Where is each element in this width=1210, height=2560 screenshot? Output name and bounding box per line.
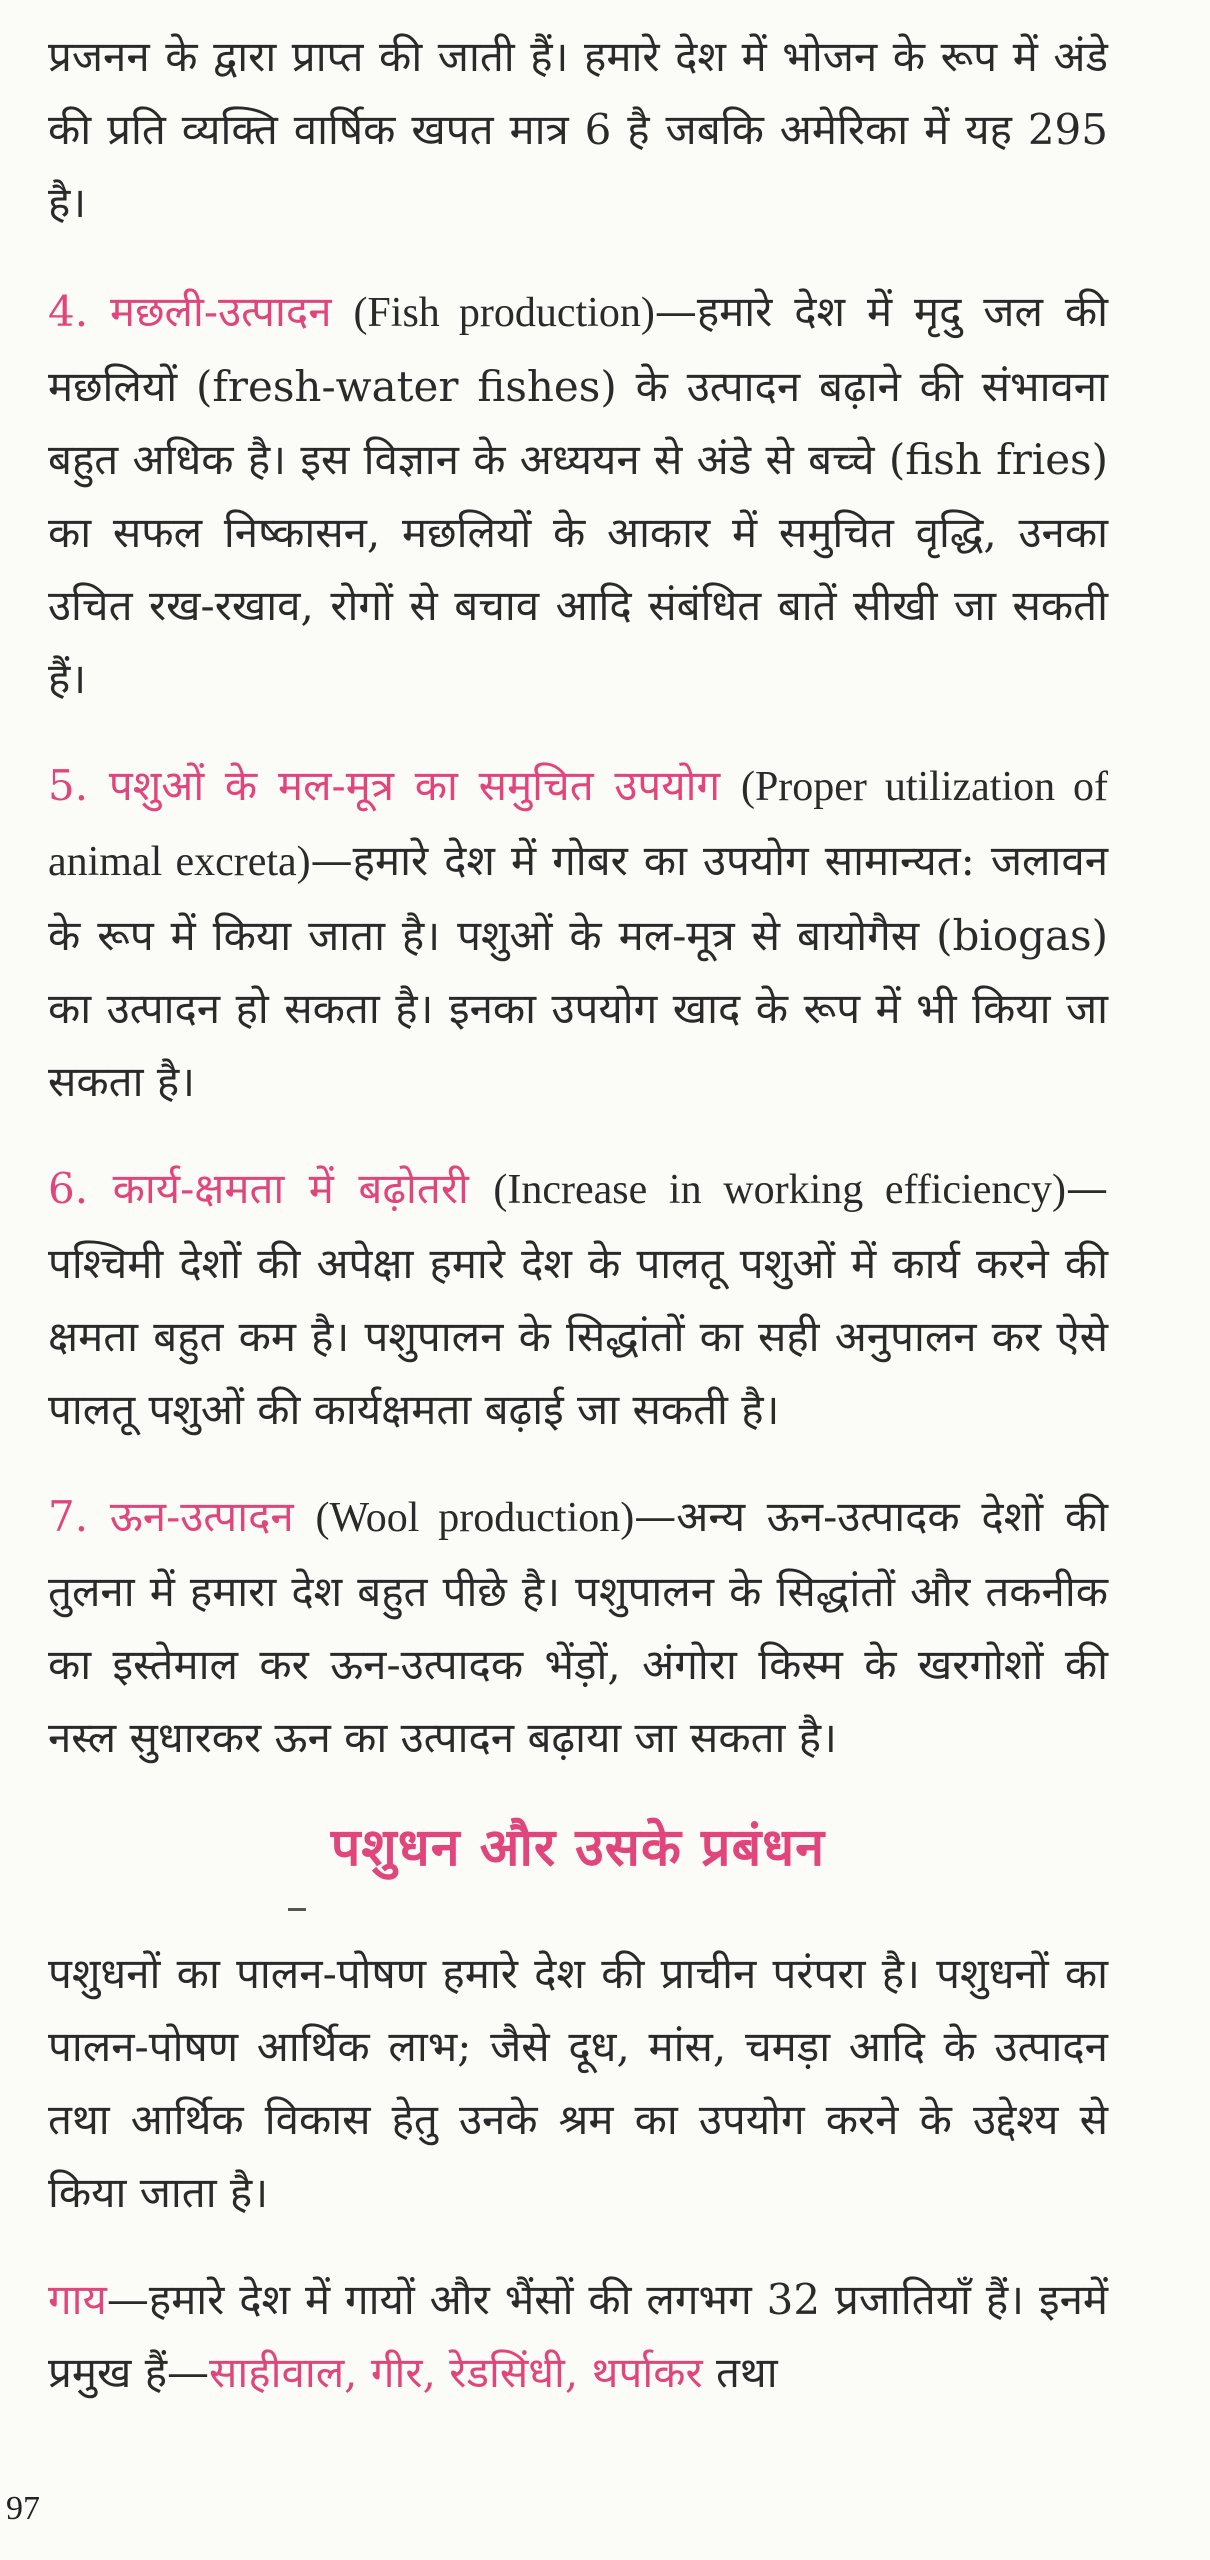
item-title: मछली-उत्पादन [109,287,332,336]
item-english: (Fish production) [353,290,655,336]
item-english: (Increase in working efficiency) [493,1167,1066,1213]
item-number: 4. [48,287,89,336]
livestock-text: पशुधनों का पालन-पोषण हमारे देश की प्राचीन परंपरा है। पशुधनों का पालन-पोषण आर्थिक लाभ; जैसे दूध, मांस, चमड़ा आदि के उत्पादन तथा आर्थिक विकास हेतु उनके श्रम का उपयोग करने के उद्देश्य से किया जाता है। [48,1949,1108,2217]
item-fish-production [48,275,1108,715]
item-body: —हमारे देश में मृदु जल की मछलियों (fresh-water fishes) के उत्पादन बढ़ाने की संभावना बहुत अधिक है। इस विज्ञान के अध्ययन से अंडे से बच्चे (fish fries) का सफल निष्कासन, मछलियों के आकार में समुचित वृद्धि, उनका उचित रख-रखाव, रोगों से बचाव आदि संबंधित बातें सीखी जा सकती हैं। [48,287,1108,703]
livestock-paragraph [48,1937,1108,2229]
item-title: पशुओं के मल-मूत्र का समुचित उपयोग [108,761,721,810]
item-body: —हमारे देश में गोबर का उपयोग सामान्यत: जलावन के रूप में किया जाता है। पशुओं के मल-मूत्र से बायोगैस (biogas) का उत्पादन हो सकता है। इनका उपयोग खाद के रूप में भी किया जा सकता है। [48,836,1109,1106]
cow-breeds: साहीवाल, गीर, रेडसिंधी, थर्पाकर [209,2348,703,2397]
cow-text-end: तथा [702,2348,778,2397]
item-number: 6. [48,1164,89,1213]
page-content [48,20,1108,2443]
item-wool-production [48,1480,1108,1774]
item-working-efficiency [48,1152,1108,1446]
section-heading: पशुधन और उसके प्रबंधन [330,1817,826,1878]
cow-text: —हमारे देश में गायों और भैंसों की लगभग 32 प्रजातियाँ हैं। इनमें प्रमुख हैं— [48,2275,1108,2397]
intro-paragraph [48,20,1108,239]
cow-paragraph [48,2263,1108,2409]
item-english: (Proper utilization of animal excreta) [48,764,1109,885]
item-title: कार्य-क्षमता में बढ़ोतरी [112,1164,469,1213]
item-body: —अन्य ऊन-उत्पादक देशों की तुलना में हमारा देश बहुत पीछे है। पशुपालन के सिद्धांतों और तकनीक का इस्तेमाल कर ऊन-उत्पादक भेंड़ों, अंगोरा किस्म के खरगोशों की नस्ल सुधारकर ऊन का उत्पादन बढ़ाया जा सकता है। [48,1492,1108,1762]
cow-label: गाय [48,2275,107,2324]
item-number: 5. [48,761,89,810]
item-title: ऊन-उत्पादन [109,1492,294,1541]
item-animal-excreta [48,749,1108,1118]
page-number: 97 [6,2490,40,2527]
stray-mark [288,1908,306,1911]
item-number: 7. [48,1492,89,1541]
intro-text: प्रजनन के द्वारा प्राप्त की जाती हैं। हमारे देश में भोजन के रूप में अंडे की प्रति व्यक्ति वार्षिक खपत मात्र 6 है जबकि अमेरिका में यह 295 है। [48,32,1108,227]
item-english: (Wool production) [315,1495,635,1541]
item-body: —पश्चिमी देशों की अपेक्षा हमारे देश के पालतू पशुओं में कार्य करने की क्षमता बहुत कम है। पशुपालन के सिद्धांतों का सही अनुपालन कर ऐसे पालतू पशुओं की कार्यक्षमता बढ़ाई जा सकती है। [48,1164,1108,1434]
